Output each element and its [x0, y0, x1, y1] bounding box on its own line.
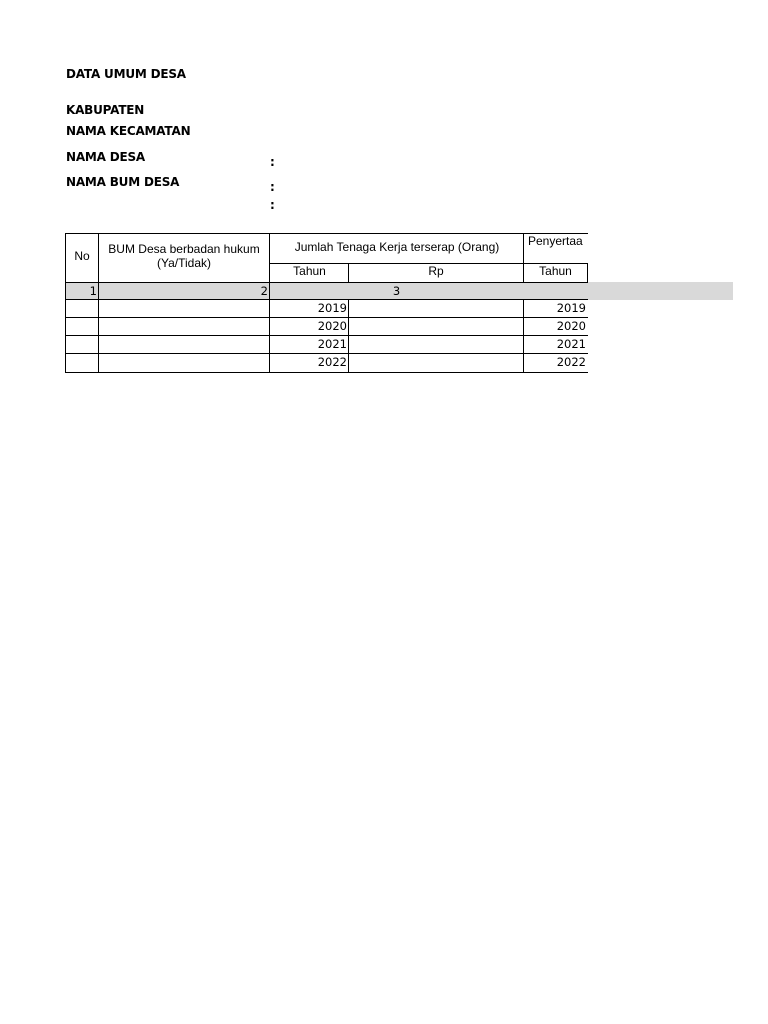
- table-row-year-2: 2019: [556, 301, 586, 315]
- label-kabupaten: KABUPATEN: [66, 103, 145, 117]
- table-row-year: 2020: [317, 319, 347, 333]
- label-bumdesa: NAMA BUM DESA: [66, 175, 180, 189]
- page-title: DATA UMUM DESA: [66, 67, 186, 81]
- header-rp: Rp: [428, 264, 444, 278]
- table-row-year-2: 2022: [556, 355, 586, 369]
- label-kecamatan: NAMA KECAMATAN: [66, 124, 191, 138]
- header-no: No: [74, 249, 90, 263]
- colon-extra: :: [270, 198, 275, 212]
- colon-bumdesa: :: [270, 180, 275, 194]
- header-tahun: Tahun: [293, 264, 326, 278]
- header-tahun-2: Tahun: [539, 264, 572, 278]
- table-row-year: 2022: [317, 355, 347, 369]
- table-row-year-2: 2020: [556, 319, 586, 333]
- colon-desa: :: [270, 155, 275, 169]
- index-cell-1: 1: [89, 284, 97, 298]
- index-cell-2: 2: [260, 284, 268, 298]
- header-bum-line1: BUM Desa berbadan hukum: [108, 242, 260, 256]
- index-cell-3: 3: [392, 284, 401, 298]
- header-jumlah: Jumlah Tenaga Kerja terserap (Orang): [294, 240, 500, 254]
- table-row-year: 2019: [317, 301, 347, 315]
- table-row-year: 2021: [317, 337, 347, 351]
- label-desa: NAMA DESA: [66, 150, 146, 164]
- header-bum-line2: (Ya/Tidak): [156, 256, 211, 270]
- header-penyertaan: Penyertaa: [528, 234, 583, 248]
- table-row-year-2: 2021: [556, 337, 586, 351]
